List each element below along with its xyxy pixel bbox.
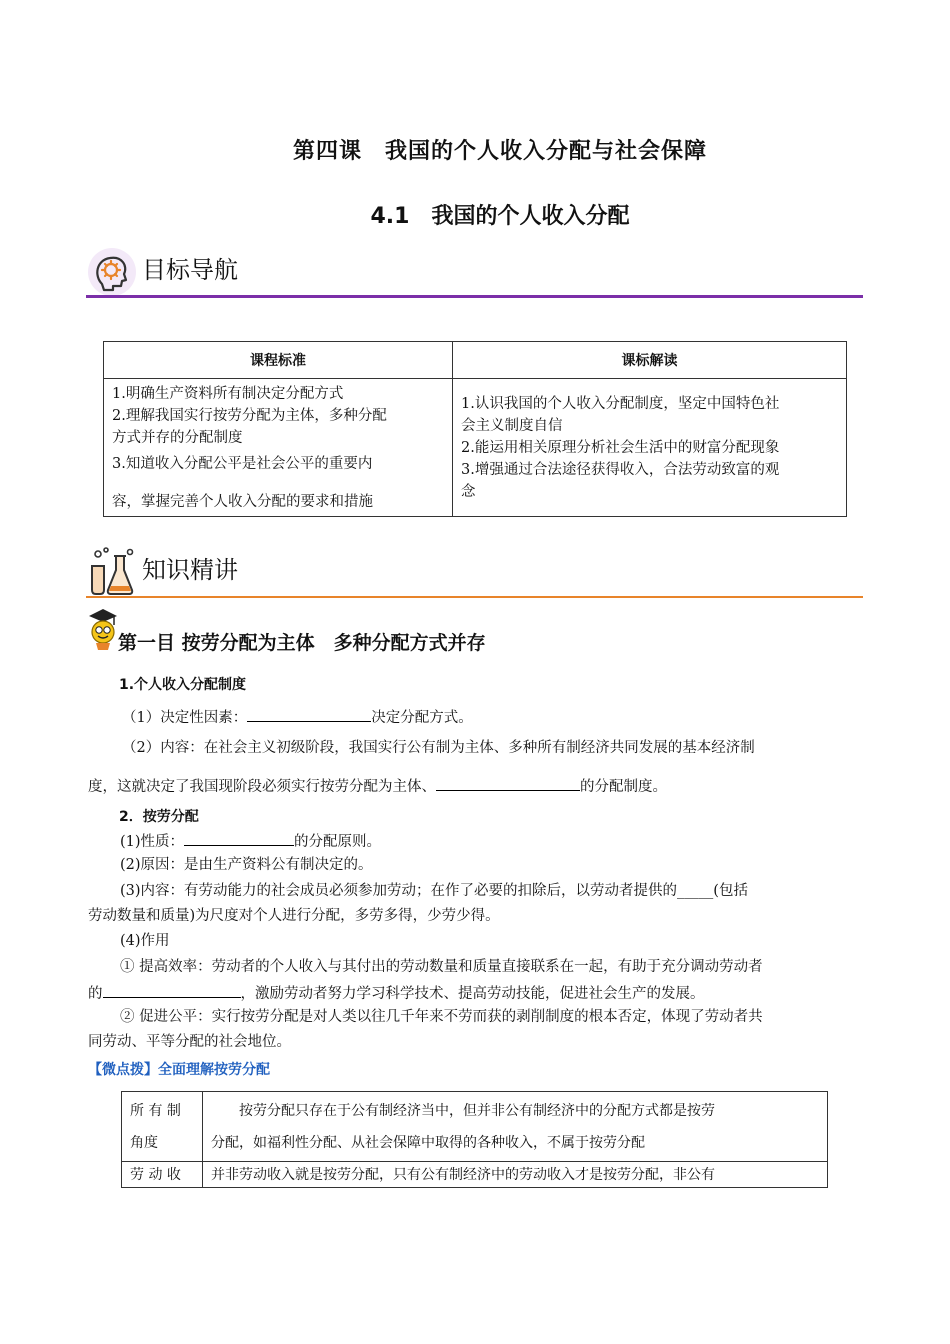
standards-header-col1: 课程标准 [104,342,453,379]
fill-blank[interactable] [103,981,241,998]
content-line-1: （2）内容：在社会主义初级阶段，我国实行公有制为主体、多种所有制经济共同发展的基本经济制 [122,740,755,756]
brain-head-icon [86,246,138,298]
tip-row-head-line: 角度 [130,1134,158,1151]
fill-blank[interactable] [184,829,294,846]
goal-header-label: 目标导航 [142,256,238,284]
section1-title: 第一目 按劳分配为主体 多种分配方式并存 [118,632,486,654]
tip-row-head-line: 劳 动 收 [130,1166,181,1183]
efficiency-line-1: ① 提高效率：劳动者的个人收入与其付出的劳动数量和质量直接联系在一起，有助于充分调动劳动者 [120,959,763,975]
standards-col1-line: 1.明确生产资料所有制决定分配方式 [112,385,344,402]
tip-row-head [122,1092,203,1162]
paragraph-decisive-factor [122,705,473,729]
tip-row-body [203,1162,828,1188]
knowledge-header-rule [86,596,863,598]
content3-line-2: 劳动数量和质量)为尺度对个人进行分配，多劳多得，少劳少得。 [88,908,500,924]
graduate-mascot-icon [86,606,120,652]
standards-table [103,341,847,517]
goal-header-rule [86,295,863,298]
lesson-title: 第四课 我国的个人收入分配与社会保障 [292,139,707,164]
content3-line-1: (3)内容：有劳动能力的社会成员必须参加劳动；在作了必要的扣除后，以劳动者提供的_____(包括 [120,883,748,899]
lab-flask-icon [86,546,138,598]
tip-table [121,1091,828,1188]
fairness-line-1: ② 促进公平：实行按劳分配是对人类以往几千年来不劳而获的剥削制度的根本否定，体现了劳动者共 [120,1009,763,1025]
tip-row-body-line: 分配，如福利性分配、从社会保障中取得的各种收入，不属于按劳分配 [211,1134,645,1151]
tip-row-body-line: 按劳分配只存在于公有制经济当中，但并非公有制经济中的分配方式都是按劳 [211,1102,715,1119]
tip-row-body-line: 并非劳动收入就是按劳分配，只有公有制经济中的劳动收入才是按劳分配，非公有 [211,1166,715,1183]
goal-header [86,246,863,298]
fill-blank[interactable] [247,705,371,722]
content-line-2-prefix: 度，这就决定了我国现阶段必须实行按劳分配为主体、 [88,779,436,795]
efficiency-line-2-prefix: 的 [88,986,103,1002]
reason-line: (2)原因：是由生产资料公有制决定的。 [120,857,373,873]
standards-col1-line: 3.知道收入分配公平是社会公平的重要内 [112,455,373,472]
standards-col2-line: 2.能运用相关原理分析社会生活中的财富分配现象 [461,439,780,456]
standards-col2-line: 1.认识我国的个人收入分配制度，坚定中国特色社 [461,395,780,412]
nature-suffix: 的分配原则。 [294,834,382,850]
decisive-factor-suffix: 决定分配方式。 [371,710,473,726]
standards-col2-line: 3.增强通过合法途径获得收入，合法劳动致富的观 [461,461,780,478]
nature-prefix: (1)性质： [120,834,185,850]
standards-col1-line: 2.理解我国实行按劳分配为主体，多种分配 [112,407,387,424]
nature-line [120,829,381,853]
standards-col1-line: 方式并存的分配制度 [112,429,243,446]
efficiency-line-2-suffix: ，激励劳动者努力学习科学技术、提高劳动技能，促进社会生产的发展。 [240,986,705,1002]
fill-blank[interactable] [436,774,580,791]
fairness-line-2: 同劳动、平等分配的社会地位。 [88,1034,291,1050]
knowledge-header [86,546,863,598]
tip-row-head [122,1162,203,1188]
standards-col1-line: 容，掌握完善个人收入分配的要求和措施 [112,493,373,510]
standards-cell-col1 [104,379,453,517]
standards-col2-line: 念 [461,483,476,500]
content-line-2 [88,774,667,798]
content-line-2-suffix: 的分配制度。 [580,779,667,795]
tip-row-body [203,1092,828,1162]
knowledge-header-label: 知识精讲 [142,556,238,584]
section-title: 4.1 我国的个人收入分配 [370,204,630,229]
efficiency-line-2 [88,981,705,1005]
role-heading: (4)作用 [120,933,170,949]
decisive-factor-prefix: （1）决定性因素： [122,710,248,726]
heading-income-system: 1.个人收入分配制度 [119,677,247,693]
standards-cell-col2 [453,379,847,517]
standards-col2-line: 会主义制度自信 [461,417,563,434]
standards-header-col2: 课标解读 [453,342,847,379]
heading-distribution-by-work: 2．按劳分配 [119,809,199,825]
tip-row-head-line: 所 有 制 [130,1102,181,1119]
tip-label: 【微点拨】全面理解按劳分配 [88,1062,270,1078]
